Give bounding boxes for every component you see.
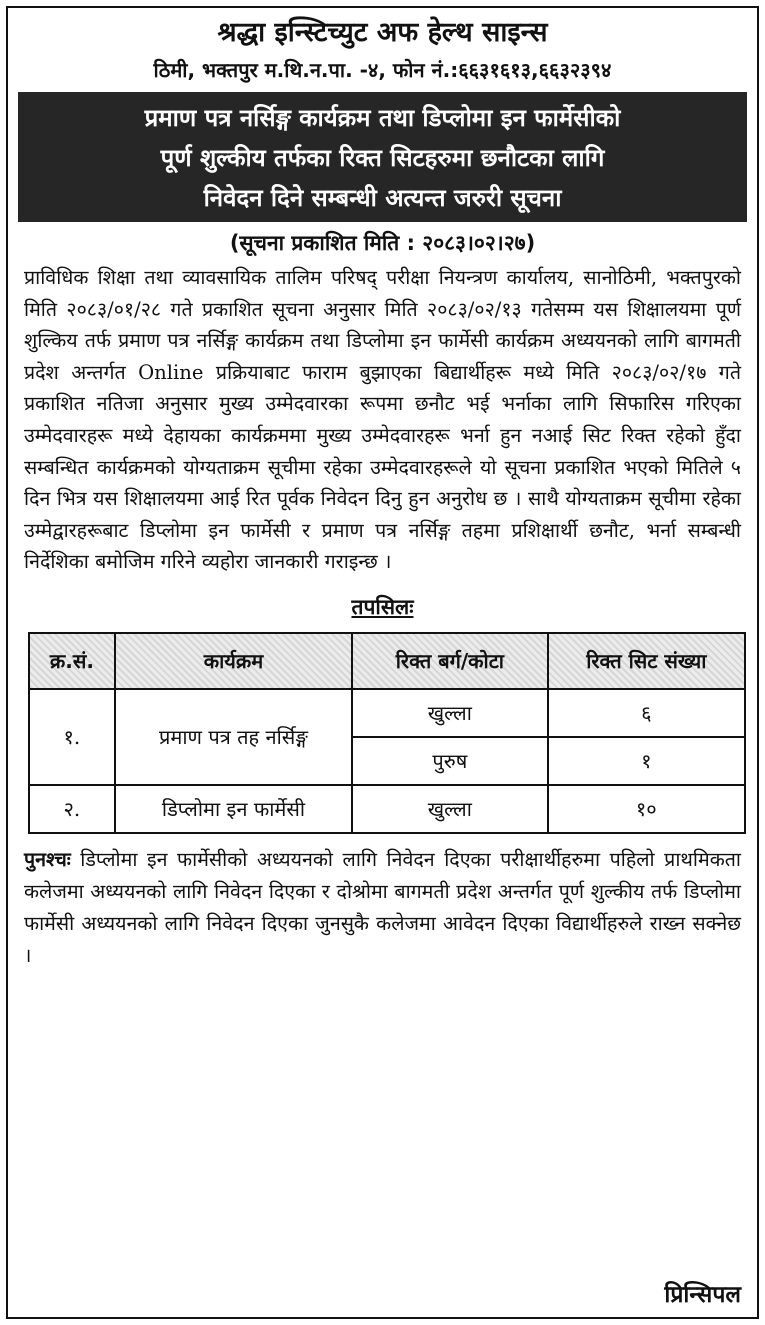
postscript (24, 844, 741, 972)
quota-cell: खुल्ला (352, 785, 547, 833)
publish-date: (सूचना प्रकाशित मिति : २०८३।०२।२७) (229, 231, 536, 255)
notice-page (6, 6, 759, 1319)
serial-cell: १. (29, 689, 115, 785)
program-cell: प्रमाण पत्र तह नर्सिङ्ग (115, 689, 352, 785)
notice-title-banner (18, 92, 747, 222)
table-row (29, 689, 745, 737)
signature-principal: प्रिन्सिपल (664, 1282, 741, 1308)
header-quota: रिक्त बर्ग/कोटा (352, 633, 547, 689)
organization-address: ठिमी, भक्तपुर म.थि.न.पा. -४, फोन नं.:६६३१६१३,६६३२३९४ (153, 58, 612, 82)
vacant-seats-table (28, 632, 746, 834)
notice-title-line: प्रमाण पत्र नर्सिङ्ग कार्यक्रम तथा डिप्लोमा इन फार्मेसीको (144, 104, 621, 132)
details-heading-wrapper (8, 592, 757, 622)
notice-title-line: पूर्ण शुल्कीय तर्फका रिक्त सिटहरुमा छनौटका लागि (160, 144, 605, 172)
serial-cell: २. (29, 785, 115, 833)
postscript-text: डिप्लोमा इन फार्मेसीको अध्ययनको लागि निवेदन दिएका परीक्षार्थीहरुमा पहिलो प्राथमिकता कलेजमा अध्ययनको लागि निवेदन दिएका र दोश्रोमा बागमती प्रदेश अन्तर्गत पूर्ण शुल्कीय तर्फ डिप्लोमा फार्मेसी अध्ययनको लागि निवेदन दिएका जुनसुकै कलेजमा आवेदन दिएका विद्यार्थीहरुले राख्न सक्नेछ । (24, 847, 741, 967)
seat-count-cell: ६ (548, 689, 745, 737)
seat-count-cell: १० (548, 785, 745, 833)
header-program: कार्यक्रम (115, 633, 352, 689)
organization-name: श्रद्धा इन्स्टिच्युट अफ हेल्थ साइन्स (217, 17, 548, 48)
header-seat-count: रिक्त सिट संख्या (548, 633, 745, 689)
postscript-label: पुनश्चः (24, 847, 71, 871)
notice-title-line: निवेदन दिने सम्बन्धी अत्यन्त जरुरी सूचना (203, 184, 562, 212)
quota-cell: खुल्ला (352, 689, 547, 737)
details-heading: तपसिलः (351, 594, 414, 619)
program-cell: डिप्लोमा इन फार्मेसी (115, 785, 352, 833)
table-row (29, 785, 745, 833)
notice-body: प्राविधिक शिक्षा तथा व्यावसायिक तालिम परिषद् परीक्षा नियन्त्रण कार्यालय, सानोठिमी, भक्तपुरको मिति २०८३/०१/२८ गते प्रकाशित सूचना अनुसार मिति २०८३/०२/१३ गतेसम्म यस शिक्षालयमा पूर्ण शुल्किय तर्फ प्रमाण पत्र नर्सिङ्ग कार्यक्रम तथा डिप्लोमा इन फार्मेसी कार्यक्रम अध्ययनको लागि बागमती प्रदेश अन्तर्गत Online प्रक्रियाबाट फाराम बुझाएका बिद्यार्थीहरू मध्ये मिति २०८३/०२/१७ गते प्रकाशित नतिजा अनुसार मुख्य उम्मेदवारका रूपमा छनौट भई भर्नाका लागि सिफारिस गरिएका उम्मेदवारहरू मध्ये देहायका कार्यक्रममा मुख्य उम्मेदवारहरू भर्ना हुन नआई सिट रिक्त रहेको हुँदा सम्बन्धित कार्यक्रमको योग्यताक्रम सूचीमा रहेका उम्मेदवारहरूले यो सूचना प्रकाशित भएको मितिले ५ दिन भित्र यस शिक्षालयमा आई रित पूर्वक निवेदन दिनु हुन अनुरोध छ । साथै योग्यताक्रम सूचीमा रहेका उम्मेद्वारहरूबाट डिप्लोमा इन फार्मेसी र प्रमाण पत्र नर्सिङ्ग तहमा प्रशिक्षार्थी छनौट, भर्ना सम्बन्धी निर्देशिका बमोजिम गरिने व्यहोरा जानकारी गराइन्छ । (24, 266, 741, 574)
quota-cell: पुरुष (352, 737, 547, 785)
header-serial: क्र.सं. (29, 633, 115, 689)
table-header-row (29, 633, 745, 689)
seat-count-cell: १ (548, 737, 745, 785)
